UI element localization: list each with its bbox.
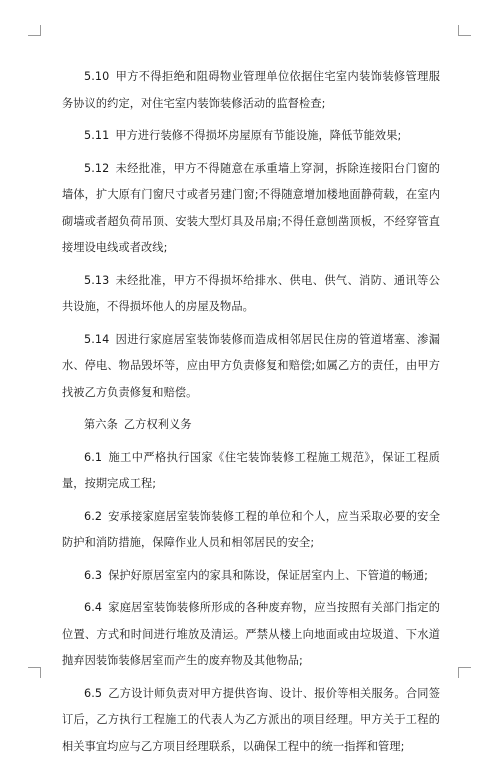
clause-text: 因进行家庭居室装饰装修而造成相邻居民住房的管道堵塞、渗漏水、停电、物品毁坏等，应由甲方负责修复和赔偿;如属乙方的责任，由甲方找被乙方负责修复和赔偿。	[62, 332, 440, 399]
clause-6-4	[62, 595, 440, 675]
crop-mark-top-left	[28, 25, 41, 36]
clause-number: 6.4	[84, 601, 103, 614]
clause-5-10	[62, 64, 440, 117]
crop-mark-bottom-right	[458, 667, 471, 678]
clause-text: 乙方设计师负责对甲方提供咨询、设计、报价等相关服务。合同签订后，乙方执行工程施工的代表人为乙方派出的项目经理。甲方关于工程的相关事宜均应与乙方项目经理联系，以确保工程中的统一指挥和管理;	[62, 686, 440, 753]
clause-number: 5.14	[84, 332, 110, 346]
clause-text: 家庭居室装饰装修所形成的各种废弃物，应当按照有关部门指定的位置、方式和时间进行堆放及清运。严禁从楼上向地面或由垃圾道、下水道抛弃因装饰装修居室而产生的废弃物及其他物品;	[62, 601, 440, 667]
clause-number: 6.5	[84, 686, 103, 700]
clause-number: 5.11	[84, 129, 110, 142]
clause-5-13	[62, 268, 440, 321]
clause-6-1	[62, 445, 440, 498]
article-number: 第六条	[84, 418, 118, 431]
clause-text: 施工中严格执行国家《住宅装饰装修工程施工规范》，保证工程质量，按期完成工程;	[62, 450, 440, 490]
clause-text: 甲方进行装修不得损坏房屋原有节能设施，降低节能效果;	[115, 129, 402, 142]
document-body	[62, 64, 440, 766]
clause-number: 5.13	[84, 273, 110, 287]
crop-mark-bottom-left	[28, 667, 41, 678]
clause-text: 保护好原居室室内的家具和陈设，保证居室内上、下管道的畅通;	[108, 568, 429, 582]
clause-6-3	[62, 563, 440, 590]
clause-6-2	[62, 504, 440, 557]
clause-6-5	[62, 681, 440, 761]
clause-number: 6.3	[84, 568, 103, 582]
clause-text: 安承接家庭居室装饰装修工程的单位和个人，应当采取必要的安全防护和消防措施，保障作业人员和相邻居民的安全;	[62, 509, 440, 549]
clause-number: 5.12	[84, 161, 110, 175]
section-heading-article-6	[62, 412, 440, 439]
clause-number: 5.10	[84, 70, 110, 83]
clause-text: 甲方不得拒绝和阻碍物业管理单位依据住宅室内装饰装修管理服务协议的约定，对住宅室内装饰装修活动的监督检查;	[62, 70, 440, 110]
clause-number: 6.1	[84, 450, 103, 464]
clause-5-14	[62, 327, 440, 407]
article-title: 乙方权利义务	[123, 418, 192, 431]
clause-5-11	[62, 123, 440, 150]
clause-text: 未经批准，甲方不得损坏给排水、供电、供气、消防、通讯等公共设施，不得损坏他人的房屋及物品。	[62, 273, 440, 313]
clause-text: 未经批准，甲方不得随意在承重墙上穿洞，拆除连接阳台门窗的墙体，扩大原有门窗尺寸或者另建门窗;不得随意增加楼地面静荷载，在室内砌墙或者超负荷吊顶、安装大型灯具及吊扇;不得任意刨凿顶板，不经穿管直接埋设电线或者改线;	[62, 161, 440, 254]
crop-mark-top-right	[458, 25, 471, 36]
clause-number: 6.2	[84, 509, 103, 523]
clause-5-12	[62, 156, 440, 262]
